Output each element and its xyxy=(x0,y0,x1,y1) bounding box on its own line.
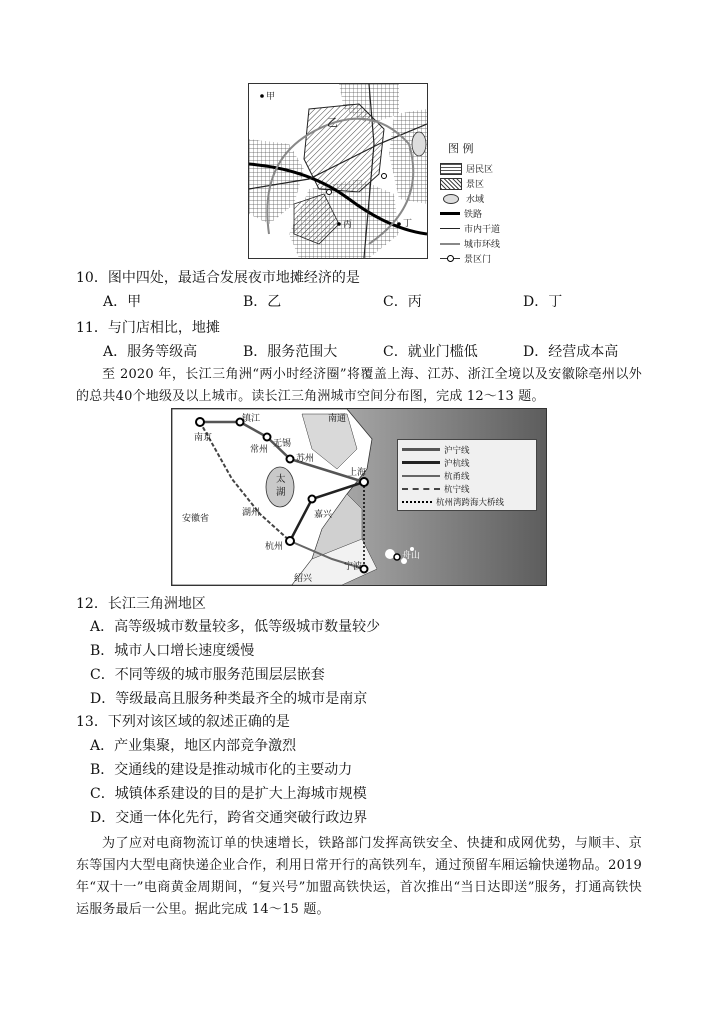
legend-item-arterial-road: 市内干道 xyxy=(440,221,530,236)
city-label-hangzhou: 杭州 xyxy=(265,542,284,552)
city-map-drawing xyxy=(249,84,427,258)
question-13-stem: 13．下列对该区域的叙述正确的是 xyxy=(76,714,290,730)
city-label-changzhou: 常州 xyxy=(250,445,269,455)
city-label-shanghai: 上海 xyxy=(348,468,367,478)
city-label-zhoushan: 舟山 xyxy=(402,551,421,561)
legend-item-water: 水域 xyxy=(440,191,530,206)
question-12-option-d[interactable]: D．等级最高且服务种类最齐全的城市是南京 xyxy=(90,691,368,707)
legend-title: 图 例 xyxy=(448,142,474,155)
city-node-suzhou xyxy=(287,456,294,463)
city-label-nanjing: 南京 xyxy=(194,433,213,443)
question-12-option-b[interactable]: B．城市人口增长速度缓慢 xyxy=(90,643,255,659)
province-label-anhui: 安徽省 xyxy=(182,514,210,524)
legend-item-residential: 居民区 xyxy=(440,161,530,176)
city-label-huzhou: 湖州 xyxy=(242,508,261,518)
legend-item-huning: 沪宁线 xyxy=(402,443,532,456)
question-12-option-c[interactable]: C．不同等级的城市服务范围层层嵌套 xyxy=(90,667,325,683)
city-label-suzhou: 苏州 xyxy=(296,454,315,464)
city-node-nanjing xyxy=(196,418,204,426)
city-label-taihu: 太湖 xyxy=(276,474,286,498)
scenic-gate-icon xyxy=(382,174,387,179)
city-map-legend xyxy=(440,140,530,266)
city-node-zhoushan xyxy=(394,554,400,560)
city-label-jiaxing: 嘉兴 xyxy=(314,510,333,520)
legend-item-ring-road: 城市环线 xyxy=(440,236,530,251)
city-label-zhenjiang: 镇江 xyxy=(242,414,261,424)
map-label-yi: 乙 xyxy=(327,116,338,129)
question-11-option-c[interactable]: C．就业门槛低 xyxy=(383,344,478,360)
intro-paragraph-12-13: 至 2020 年，长江三角洲“两小时经济圈”将覆盖上海、江苏、浙江全境以及安徽除亳州以外的总共40个地级及以上城市。读长江三角洲城市空间分布图，完成 12～13 题。 xyxy=(76,367,642,404)
question-10-option-d[interactable]: D．丁 xyxy=(523,294,563,310)
question-13-option-a[interactable]: A．产业集聚，地区内部竞争激烈 xyxy=(90,738,297,754)
location-dot xyxy=(337,222,341,226)
question-12-option-a[interactable]: A．高等级城市数量较多，低等级城市数量较少 xyxy=(90,619,381,635)
legend-item-huhang: 沪杭线 xyxy=(402,456,532,469)
legend-item-railway: 铁路 xyxy=(440,206,530,221)
location-dot xyxy=(260,94,264,98)
question-10-option-b[interactable]: B．乙 xyxy=(243,294,282,310)
question-10-stem: 10．图中四处，最适合发展夜市地摊经济的是 xyxy=(76,270,360,286)
city-node-jiaxing xyxy=(309,496,316,503)
city-node-hangzhou xyxy=(286,537,294,545)
question-11-stem: 11．与门店相比，地摊 xyxy=(76,320,220,336)
scenic-gate-icon xyxy=(327,190,332,195)
question-11-option-b[interactable]: B．服务范围大 xyxy=(243,344,338,360)
rail-line-legend xyxy=(397,439,537,511)
question-13-option-c[interactable]: C．城镇体系建设的目的是扩大上海城市规模 xyxy=(90,786,367,802)
question-13-option-b[interactable]: B．交通线的建设是推动城市化的主要动力 xyxy=(90,762,353,778)
city-label-shaoxing: 绍兴 xyxy=(294,574,313,584)
question-10-option-c[interactable]: C．丙 xyxy=(383,294,422,310)
question-11-option-d[interactable]: D．经营成本高 xyxy=(523,344,619,360)
legend-item-scenic: 景区 xyxy=(440,176,530,191)
legend-item-hangning: 杭宁线 xyxy=(402,482,532,495)
map-label-ding: 丁 xyxy=(403,219,413,229)
question-12-stem: 12．长江三角洲地区 xyxy=(76,596,206,612)
question-13-option-d[interactable]: D．交通一体化先行，跨省交通突破行政边界 xyxy=(90,810,368,826)
question-11-option-a[interactable]: A．服务等级高 xyxy=(103,344,198,360)
city-map-figure xyxy=(248,83,428,259)
city-label-wuxi: 无锡 xyxy=(273,439,292,449)
location-dot xyxy=(397,222,401,226)
legend-item-bay-bridge: 杭州湾跨海大桥线 xyxy=(402,495,532,508)
city-node-shanghai xyxy=(360,478,368,486)
city-label-nantong: 南通 xyxy=(328,414,347,424)
yangtze-delta-map-figure xyxy=(171,408,547,586)
water-body xyxy=(412,132,426,156)
city-node-wuxi xyxy=(264,434,271,441)
legend-item-hangyong: 杭甬线 xyxy=(402,469,532,482)
intro-paragraph-14-15: 为了应对电商物流订单的快速增长，铁路部门发挥高铁安全、快捷和成网优势，与顺丰、京东等国内大型电商快递企业合作，利用日常开行的高铁列车，通过预留车厢运输快递物品。2019 年“双十一”电商黄金周期间，“复兴号”加盟高铁快运，首次推出“当日达即送”服务，打通高铁快运服务最后一公里。据此完成 14～15 题。 xyxy=(76,836,642,917)
residential-area xyxy=(389,109,427,204)
map-label-jia: 甲 xyxy=(266,92,276,102)
city-label-ningbo: 宁波 xyxy=(344,562,363,572)
map-label-bing: 丙 xyxy=(343,220,353,230)
question-10-option-a[interactable]: A．甲 xyxy=(103,294,142,310)
legend-item-scenic-gate: 景区门 xyxy=(440,251,530,266)
